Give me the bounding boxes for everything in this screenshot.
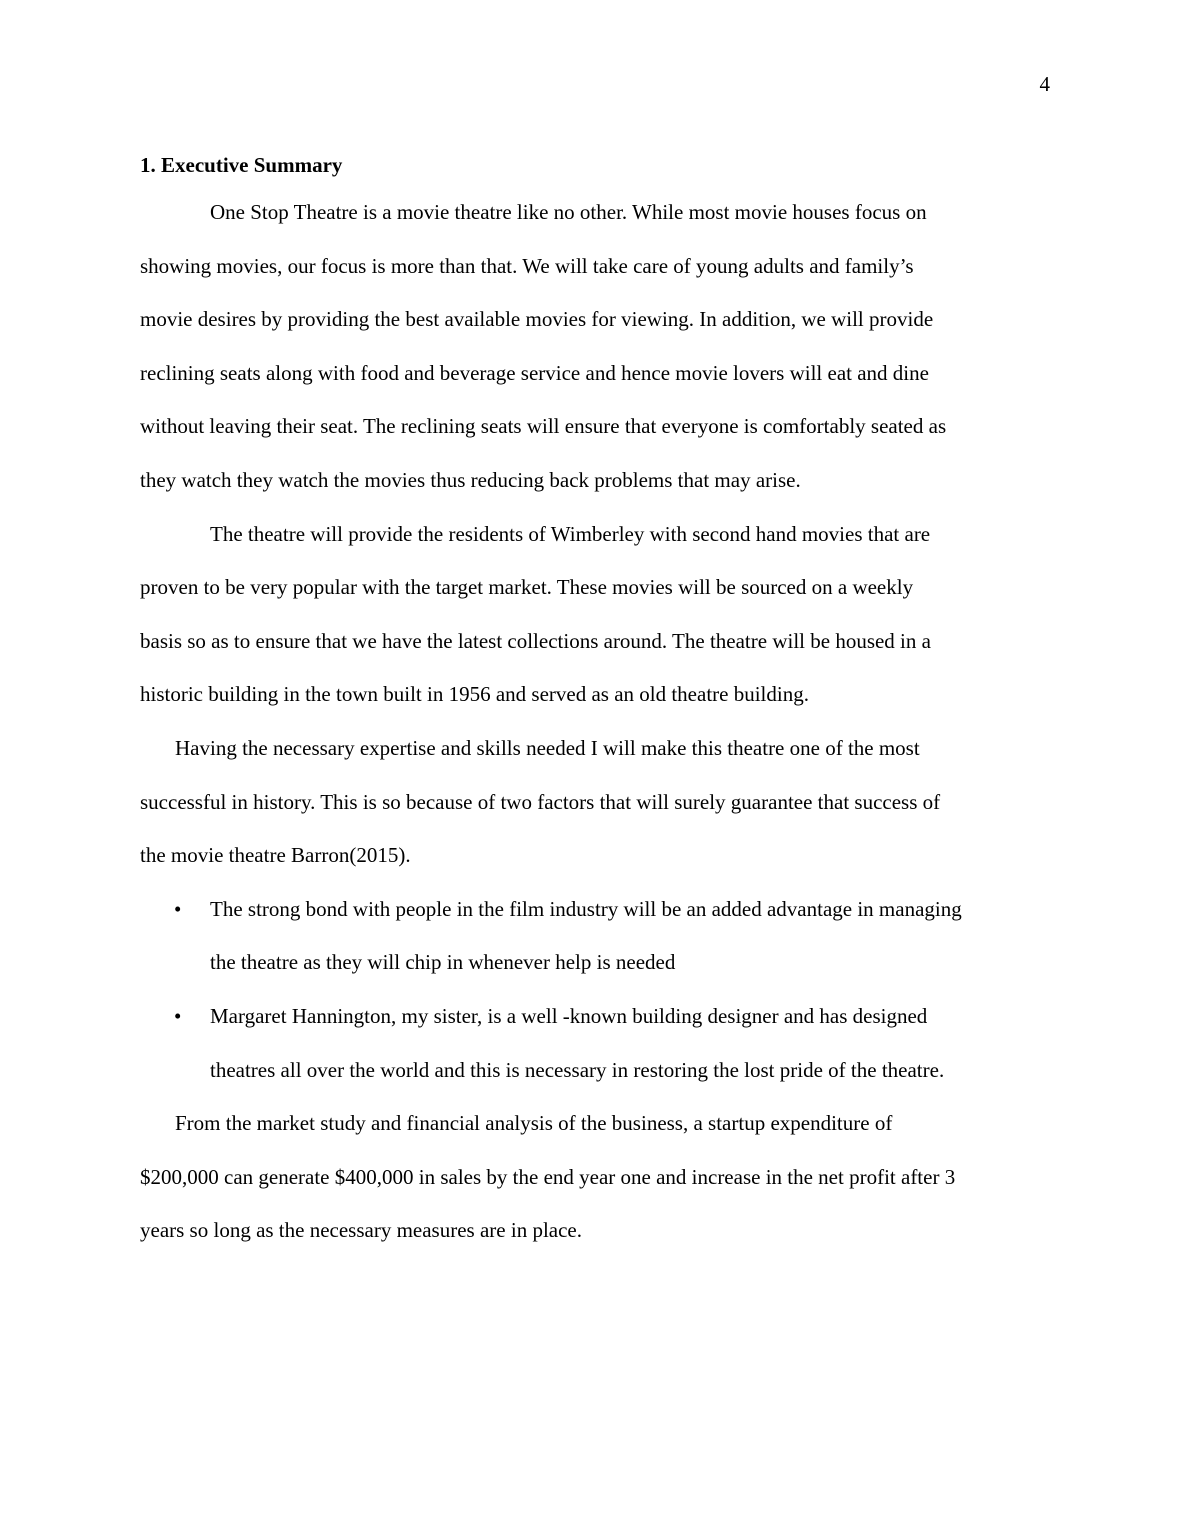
paragraph-line: basis so as to ensure that we have the latest collections around. The theatre will be housed in a (140, 628, 931, 653)
paragraph-line: The theatre will provide the residents of Wimberley with second hand movies that are (210, 521, 931, 546)
bullet-line: theatres all over the world and this is necessary in restoring the lost pride of the theatre. (210, 1057, 945, 1082)
paragraph-line: proven to be very popular with the target market. These movies will be sourced on a weekly (140, 575, 914, 600)
paragraph-line: the movie theatre Barron(2015). (140, 843, 411, 868)
paragraph-line: From the market study and financial analysis of the business, a startup expenditure of (175, 1111, 893, 1136)
paragraph-line: historic building in the town built in 1956 and served as an old theatre building. (140, 682, 809, 707)
paragraph-expertise (140, 722, 1052, 883)
paragraph-line: $200,000 can generate $400,000 in sales by the end year one and increase in the net profit after 3 (140, 1164, 956, 1189)
section-heading: 1. Executive Summary (140, 153, 343, 177)
paragraph-line: they watch they watch the movies thus reducing back problems that may arise. (140, 467, 801, 492)
paragraph-line: years so long as the necessary measures are in place. (140, 1218, 582, 1243)
paragraph-line: Having the necessary expertise and skills needed I will make this theatre one of the most (175, 735, 920, 760)
bullet-line: Margaret Hannington, my sister, is a well -known building designer and has designed (210, 1003, 928, 1028)
bullet-line: The strong bond with people in the film industry will be an added advantage in managing (210, 896, 962, 921)
paragraph-line: showing movies, our focus is more than that. We will take care of young adults and family’s (140, 253, 914, 278)
paragraph-financials (140, 1097, 1052, 1258)
list-item (140, 990, 1052, 1097)
paragraph-line: reclining seats along with food and beverage service and hence movie lovers will eat and dine (140, 360, 929, 385)
bullet-marker: • (174, 1003, 182, 1028)
paragraph-line: One Stop Theatre is a movie theatre like no other. While most movie houses focus on (210, 200, 927, 224)
bullet-marker: • (174, 896, 182, 921)
paragraph-line: successful in history. This is so because of two factors that will surely guarantee that success of (140, 789, 941, 814)
page-number: 4 (1039, 72, 1050, 96)
paragraph-line: movie desires by providing the best available movies for viewing. In addition, we will provide (140, 307, 934, 332)
document-body (140, 148, 1052, 1258)
bullet-line: the theatre as they will chip in whenever help is needed (210, 950, 676, 975)
paragraph-line: without leaving their seat. The reclining seats will ensure that everyone is comfortably seated as (140, 414, 947, 439)
paragraph-location (140, 508, 1052, 722)
bullet-list (140, 883, 1052, 1097)
list-item (140, 883, 1052, 990)
paragraph-intro (140, 186, 1052, 508)
